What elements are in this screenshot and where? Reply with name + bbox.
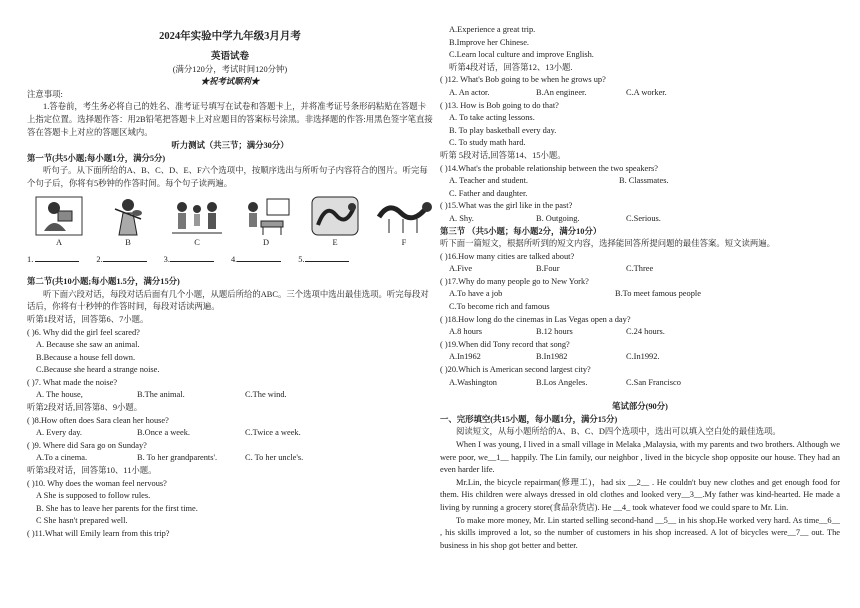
- dragon-dance-icon: [375, 195, 433, 237]
- option-10a: A She is supposed to follow rules.: [36, 491, 151, 501]
- blank-4[interactable]: 4.: [231, 253, 281, 267]
- option-20c: C.San Francisco: [626, 377, 681, 387]
- question-10: ( )10. Why does the woman feel nervous?: [27, 478, 167, 488]
- picture-label: F: [401, 237, 407, 247]
- option-16a: A.Five: [449, 264, 473, 274]
- section2-instructions: 听下面六段对话，每段对话后面有几个小题，从题后所给的ABC。三个选项中选出最佳选项。听完每段对话后，你将有十秒钟的作答时间，每段对话读两遍。: [27, 289, 429, 312]
- option-16b: B.Four: [536, 264, 560, 274]
- option-15b: B. Outgoing.: [536, 213, 580, 223]
- options-14: [440, 175, 840, 188]
- family-icon: [168, 195, 226, 237]
- option-8c: C.Twice a week.: [245, 428, 301, 438]
- options-8: [27, 427, 433, 440]
- option-14b: B. Classmates.: [619, 176, 669, 186]
- section3-title: 第三节 （共5小题；每小题2分，满分10分）: [440, 226, 602, 236]
- cloze-section-title: 一、完形填空(共15小题，每小题1分，满分15分): [440, 414, 618, 424]
- exam-title: 2024年实验中学九年级3月月考: [159, 31, 301, 42]
- answer-blanks: [27, 253, 433, 267]
- option-14c: C. Father and daughter.: [449, 188, 528, 198]
- passage-paragraph-2: Mr.Lin, the bicycle repairman(修理工)，had six __2__ . He couldn't buy new clothes and get enough food for them. His children were always dressed in old clothes and looked very__3__.My father was kind-hearted. He made a living by running a grocery store(食品杂货店). He __4_ took whatever food we could spare to Mr. Lin.: [440, 477, 840, 512]
- option-13a: A. To take acting lessons.: [449, 113, 535, 123]
- picture-options: [27, 195, 433, 249]
- notice-paragraph: 1.答卷前，考生务必将自己的姓名、准考证号填写在试卷和答题卡上，并将准考证号条形码粘贴在答题卡上指定位置。选择题作答：用2B铅笔把答题卡上对应题目的答案标号涂黑。非选择题的作答:用黑色签字笔直接答在答题卡上对应的答题区域内。: [27, 102, 433, 137]
- option-9a: A.To a cinema.: [36, 453, 88, 463]
- picture-option: [99, 195, 157, 249]
- options-17: [440, 288, 840, 301]
- option-17c: C.To become rich and famous: [449, 302, 550, 312]
- option-20a: A.Washington: [449, 377, 497, 387]
- options-12: [440, 87, 840, 100]
- section1-title: 第一节(共5小题;每小题1分，满分5分): [27, 153, 166, 163]
- question-19: ( )19.When did Tony record that song?: [440, 339, 570, 349]
- option-8a: A. Every day.: [36, 428, 82, 438]
- section1-instructions: 听句子。从下面所给的A、B、C、D、E、F六个选项中，按顺序选出与所听句子内容符合的图片。听完每个句子后，你将有5秒钟的作答时间。每个句子读两遍。: [27, 166, 428, 188]
- question-9: ( )9. Where did Sara go on Sunday?: [27, 440, 147, 450]
- option-13b: B. To play basketball every day.: [449, 125, 557, 135]
- option-15c: C.Serious.: [626, 213, 661, 223]
- option-8b: B.Once a week.: [137, 428, 191, 438]
- dialogue-4-note: 听第4段对话，回答第12、13小题.: [449, 62, 573, 72]
- options-7: [27, 389, 433, 402]
- dialogue-3-note: 听第3段对话，回答第10、11小题。: [27, 466, 157, 476]
- option-10b: B. She has to leave her parents for the first time.: [36, 503, 198, 513]
- option-6c: C.Because she heard a strange noise.: [36, 365, 160, 375]
- picture-label: B: [125, 237, 131, 247]
- picture-option: [375, 195, 433, 249]
- option-9c: C. To her uncle's.: [245, 453, 304, 463]
- option-18a: A.8 hours: [449, 327, 483, 337]
- section3-instructions: 听下面一篇短文，根据所听到的短文内容，选择能回答所提问题的最佳答案。短文读两遍。: [440, 239, 775, 249]
- question-18: ( )18.How long do the cinemas in Las Vegas open a day?: [440, 314, 631, 324]
- option-19a: A.In1962: [449, 352, 481, 362]
- option-13c: C. To study math hard.: [449, 138, 526, 148]
- picture-option: [306, 195, 364, 249]
- options-20: [440, 377, 840, 390]
- option-19c: C.In1992.: [626, 352, 660, 362]
- question-15: ( )15.What was the girl like in the past?: [440, 201, 573, 211]
- option-9b: B. To her grandparents'.: [137, 453, 218, 463]
- listening-title: 听力测试（共三节；满分30分）: [171, 141, 289, 151]
- options-19: [440, 351, 840, 364]
- section2-title: 第二节(共10小题;每小题1.5分，满分15分): [27, 277, 180, 287]
- picture-label: E: [332, 237, 338, 247]
- dialogue-2-note: 听第2段对话,回答第8、9小题。: [27, 403, 143, 413]
- blank-1[interactable]: 1.: [27, 253, 79, 267]
- option-7b: B.The animal.: [137, 390, 185, 400]
- option-12c: C.A worker.: [626, 87, 667, 97]
- notice-heading: 注意事项:: [27, 89, 63, 99]
- dragon-icon: [306, 195, 364, 237]
- written-title: 笔试部分(90分): [612, 402, 668, 412]
- option-7c: C.The wind.: [245, 390, 287, 400]
- dialogue-5-note: 听第 5段对话,回答第14、15小题。: [440, 150, 566, 160]
- picture-option: [168, 195, 226, 249]
- option-19b: B.In1982: [536, 352, 568, 362]
- question-17: ( )17.Why do many people go to New York?: [440, 276, 589, 286]
- option-18c: C.24 hours.: [626, 327, 665, 337]
- option-20b: B.Los Angeles.: [536, 377, 588, 387]
- option-14a: A. Teacher and student.: [449, 176, 529, 186]
- option-17b: B.To meet famous people: [615, 289, 701, 299]
- options-9: [27, 452, 433, 465]
- question-7: ( )7. What made the noise?: [27, 377, 118, 387]
- picture-option: [237, 195, 295, 249]
- question-12: ( )12. What's Bob going to be when he grows up?: [440, 75, 606, 85]
- question-6: ( )6. Why did the girl feel scared?: [27, 327, 140, 337]
- option-12b: B.An engineer.: [536, 87, 587, 97]
- option-6a: A. Because she saw an animal.: [36, 340, 140, 350]
- option-17a: A.To have a job: [449, 289, 503, 299]
- left-column: [27, 0, 433, 541]
- passage-paragraph-3: To make more money, Mr. Lin started selling second-hand __5__ in his shop.He worked very hard. As time__6__ , his skills improved a lot, so the number of customers in his shop increased. A lot of bicycles were__7__ out. The business in his shop got better and better.: [440, 515, 840, 550]
- passage-paragraph-1: When I was young, I lived in a small village in Melaka ,Malaysia, with my parents and two brothers. Although we were poor, we__1__ happily. The Lin family, our neighbor , lived in the bicycle shop opposite our house. They had an even harder life.: [440, 440, 840, 475]
- reading-icon: [30, 195, 88, 237]
- violin-icon: [99, 195, 157, 237]
- question-11: ( )11.What will Emily learn from this trip?: [27, 529, 170, 538]
- option-11b: B.Improve her Chinese.: [449, 37, 530, 47]
- options-15: [440, 213, 840, 226]
- option-10c: C She hasn't prepared well.: [36, 516, 128, 526]
- question-20: ( )20.Which is American second largest city?: [440, 365, 591, 375]
- question-14: ( )14.What's the probable relationship between the two speakers?: [440, 163, 659, 173]
- exam-subtitle: 英语试卷: [210, 52, 249, 62]
- score-time-note: (满分120分，考试时间120分钟): [172, 64, 288, 74]
- dialogue-1-note: 听第1段对话，回答第6、7小题。: [27, 314, 149, 324]
- picture-label: C: [194, 237, 200, 247]
- question-13: ( )13. How is Bob going to do that?: [440, 100, 559, 110]
- blank-3[interactable]: 3.: [164, 253, 214, 267]
- picture-label: A: [55, 237, 63, 247]
- classroom-icon: [237, 195, 295, 237]
- option-18b: B.12 hours: [536, 327, 573, 337]
- option-11c: C.Learn local culture and improve English.: [449, 50, 594, 60]
- right-column: [440, 0, 840, 552]
- blank-2[interactable]: 2.: [96, 253, 146, 267]
- option-15a: A. Shy.: [449, 213, 474, 223]
- cloze-instructions: 阅读短文，从每小题所给的A、B、C、D四个选项中，选出可以填入空白处的最佳选项。: [456, 427, 781, 437]
- picture-option: [30, 195, 88, 249]
- option-16c: C.Three: [626, 264, 654, 274]
- options-16: [440, 263, 840, 276]
- option-7a: A. The house,: [36, 390, 83, 400]
- picture-label: D: [262, 237, 270, 247]
- option-6b: B.Because a house fell down.: [36, 352, 136, 362]
- option-12a: A. An actor.: [449, 87, 490, 97]
- good-luck-note: ★祝考试顺利★: [200, 77, 260, 87]
- question-16: ( )16.How many cities are talked about?: [440, 251, 575, 261]
- options-18: [440, 326, 840, 339]
- question-8: ( )8.How often does Sara clean her house?: [27, 415, 169, 425]
- option-11a: A.Experience a great trip.: [449, 25, 536, 34]
- blank-5[interactable]: 5.: [298, 253, 348, 267]
